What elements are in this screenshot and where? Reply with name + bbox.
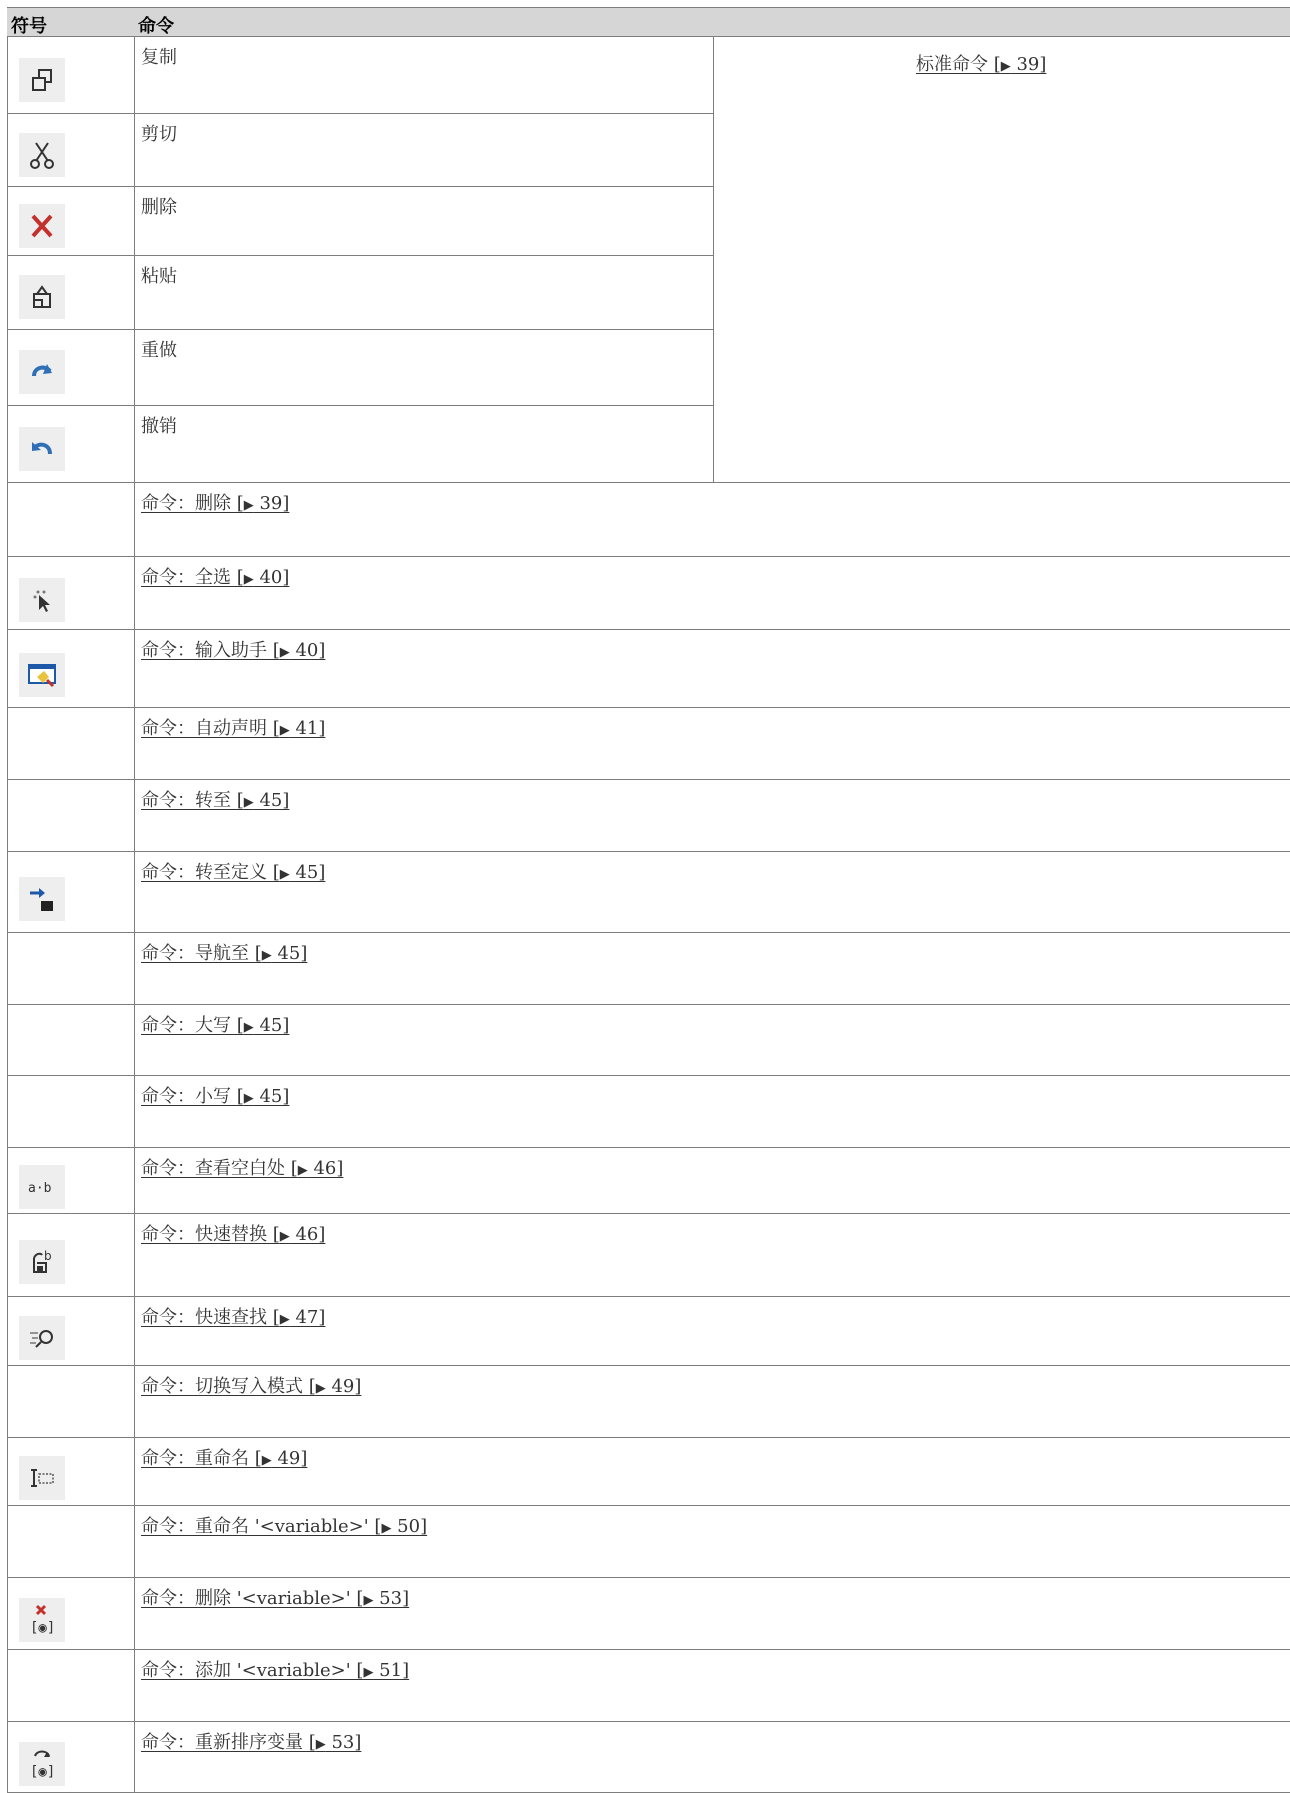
table-row <box>7 1366 1290 1438</box>
table-row <box>7 1214 1290 1297</box>
command-label: 删除 <box>141 197 177 218</box>
header-symbol: 符号 <box>11 16 47 37</box>
command-link[interactable]: 命令：转至 [▶ 45] <box>141 790 290 811</box>
table-row <box>7 1005 1290 1076</box>
view-whitespace-icon <box>19 1165 65 1209</box>
delete-icon <box>19 204 65 248</box>
command-link[interactable]: 命令：添加 '<variable>' [▶ 51] <box>141 1660 410 1681</box>
table-row <box>7 483 1290 557</box>
command-label: 撤销 <box>141 416 177 437</box>
undo-icon <box>19 427 65 471</box>
command-link[interactable]: 命令：切换写入模式 [▶ 49] <box>141 1376 362 1397</box>
command-label: 剪切 <box>141 124 177 145</box>
table-row <box>7 256 1290 330</box>
table-row <box>7 1076 1290 1148</box>
command-link[interactable]: 命令：小写 [▶ 45] <box>141 1086 290 1107</box>
table-row <box>7 933 1290 1005</box>
command-link[interactable]: 命令：自动声明 [▶ 41] <box>141 718 326 739</box>
command-link[interactable]: 命令：快速查找 [▶ 47] <box>141 1307 326 1328</box>
reorder-variables-icon <box>19 1742 65 1786</box>
copy-icon <box>19 58 65 102</box>
command-link[interactable]: 命令：删除 '<variable>' [▶ 53] <box>141 1588 410 1609</box>
command-link[interactable]: 命令：快速替换 [▶ 46] <box>141 1224 326 1245</box>
quick-replace-icon <box>19 1240 65 1284</box>
select-all-icon <box>19 578 65 622</box>
table-row <box>7 37 1290 114</box>
header-command: 命令 <box>138 16 174 37</box>
table-row <box>7 1722 1290 1793</box>
table-row <box>7 852 1290 933</box>
table-row <box>7 630 1290 708</box>
input-assistant-icon <box>19 653 65 697</box>
table-row <box>7 1148 1290 1214</box>
table-row <box>7 187 1290 256</box>
svg-text:[◉]: [◉] <box>30 1620 56 1636</box>
table-row <box>7 1297 1290 1366</box>
cut-icon <box>19 133 65 177</box>
table-row <box>7 1506 1290 1578</box>
redo-icon <box>19 350 65 394</box>
svg-text:b: b <box>44 1249 52 1263</box>
command-link[interactable]: 命令：全选 [▶ 40] <box>141 567 290 588</box>
standard-commands-link[interactable]: 标准命令 [▶ 39] <box>916 54 1047 75</box>
go-to-definition-icon <box>19 877 65 921</box>
paste-icon <box>19 275 65 319</box>
table-row <box>7 708 1290 780</box>
table-row <box>7 114 1290 187</box>
table-row <box>7 1650 1290 1722</box>
table-row <box>7 330 1290 406</box>
table-row <box>7 557 1290 630</box>
command-link[interactable]: 命令：删除 [▶ 39] <box>141 493 290 514</box>
command-link[interactable]: 命令：查看空白处 [▶ 46] <box>141 1158 344 1179</box>
table-row <box>7 780 1290 852</box>
table-header <box>7 7 1290 37</box>
table-row <box>7 406 1290 483</box>
command-link[interactable]: 命令：重新排序变量 [▶ 53] <box>141 1732 362 1753</box>
svg-text:[◉]: [◉] <box>30 1764 56 1780</box>
command-link[interactable]: 命令：重命名 [▶ 49] <box>141 1448 308 1469</box>
command-link[interactable]: 命令：输入助手 [▶ 40] <box>141 640 326 661</box>
rename-icon <box>19 1456 65 1500</box>
remove-variable-icon <box>19 1598 65 1642</box>
svg-text:a·b: a·b <box>28 1181 52 1196</box>
command-label: 复制 <box>141 47 177 68</box>
table-row <box>7 1578 1290 1650</box>
command-label: 粘贴 <box>141 266 177 287</box>
command-link[interactable]: 命令：转至定义 [▶ 45] <box>141 862 326 883</box>
quick-find-icon <box>19 1316 65 1360</box>
command-link[interactable]: 命令：重命名 '<variable>' [▶ 50] <box>141 1516 428 1537</box>
command-link[interactable]: 命令：导航至 [▶ 45] <box>141 943 308 964</box>
command-label: 重做 <box>141 340 177 361</box>
table-row <box>7 1438 1290 1506</box>
command-link[interactable]: 命令：大写 [▶ 45] <box>141 1015 290 1036</box>
